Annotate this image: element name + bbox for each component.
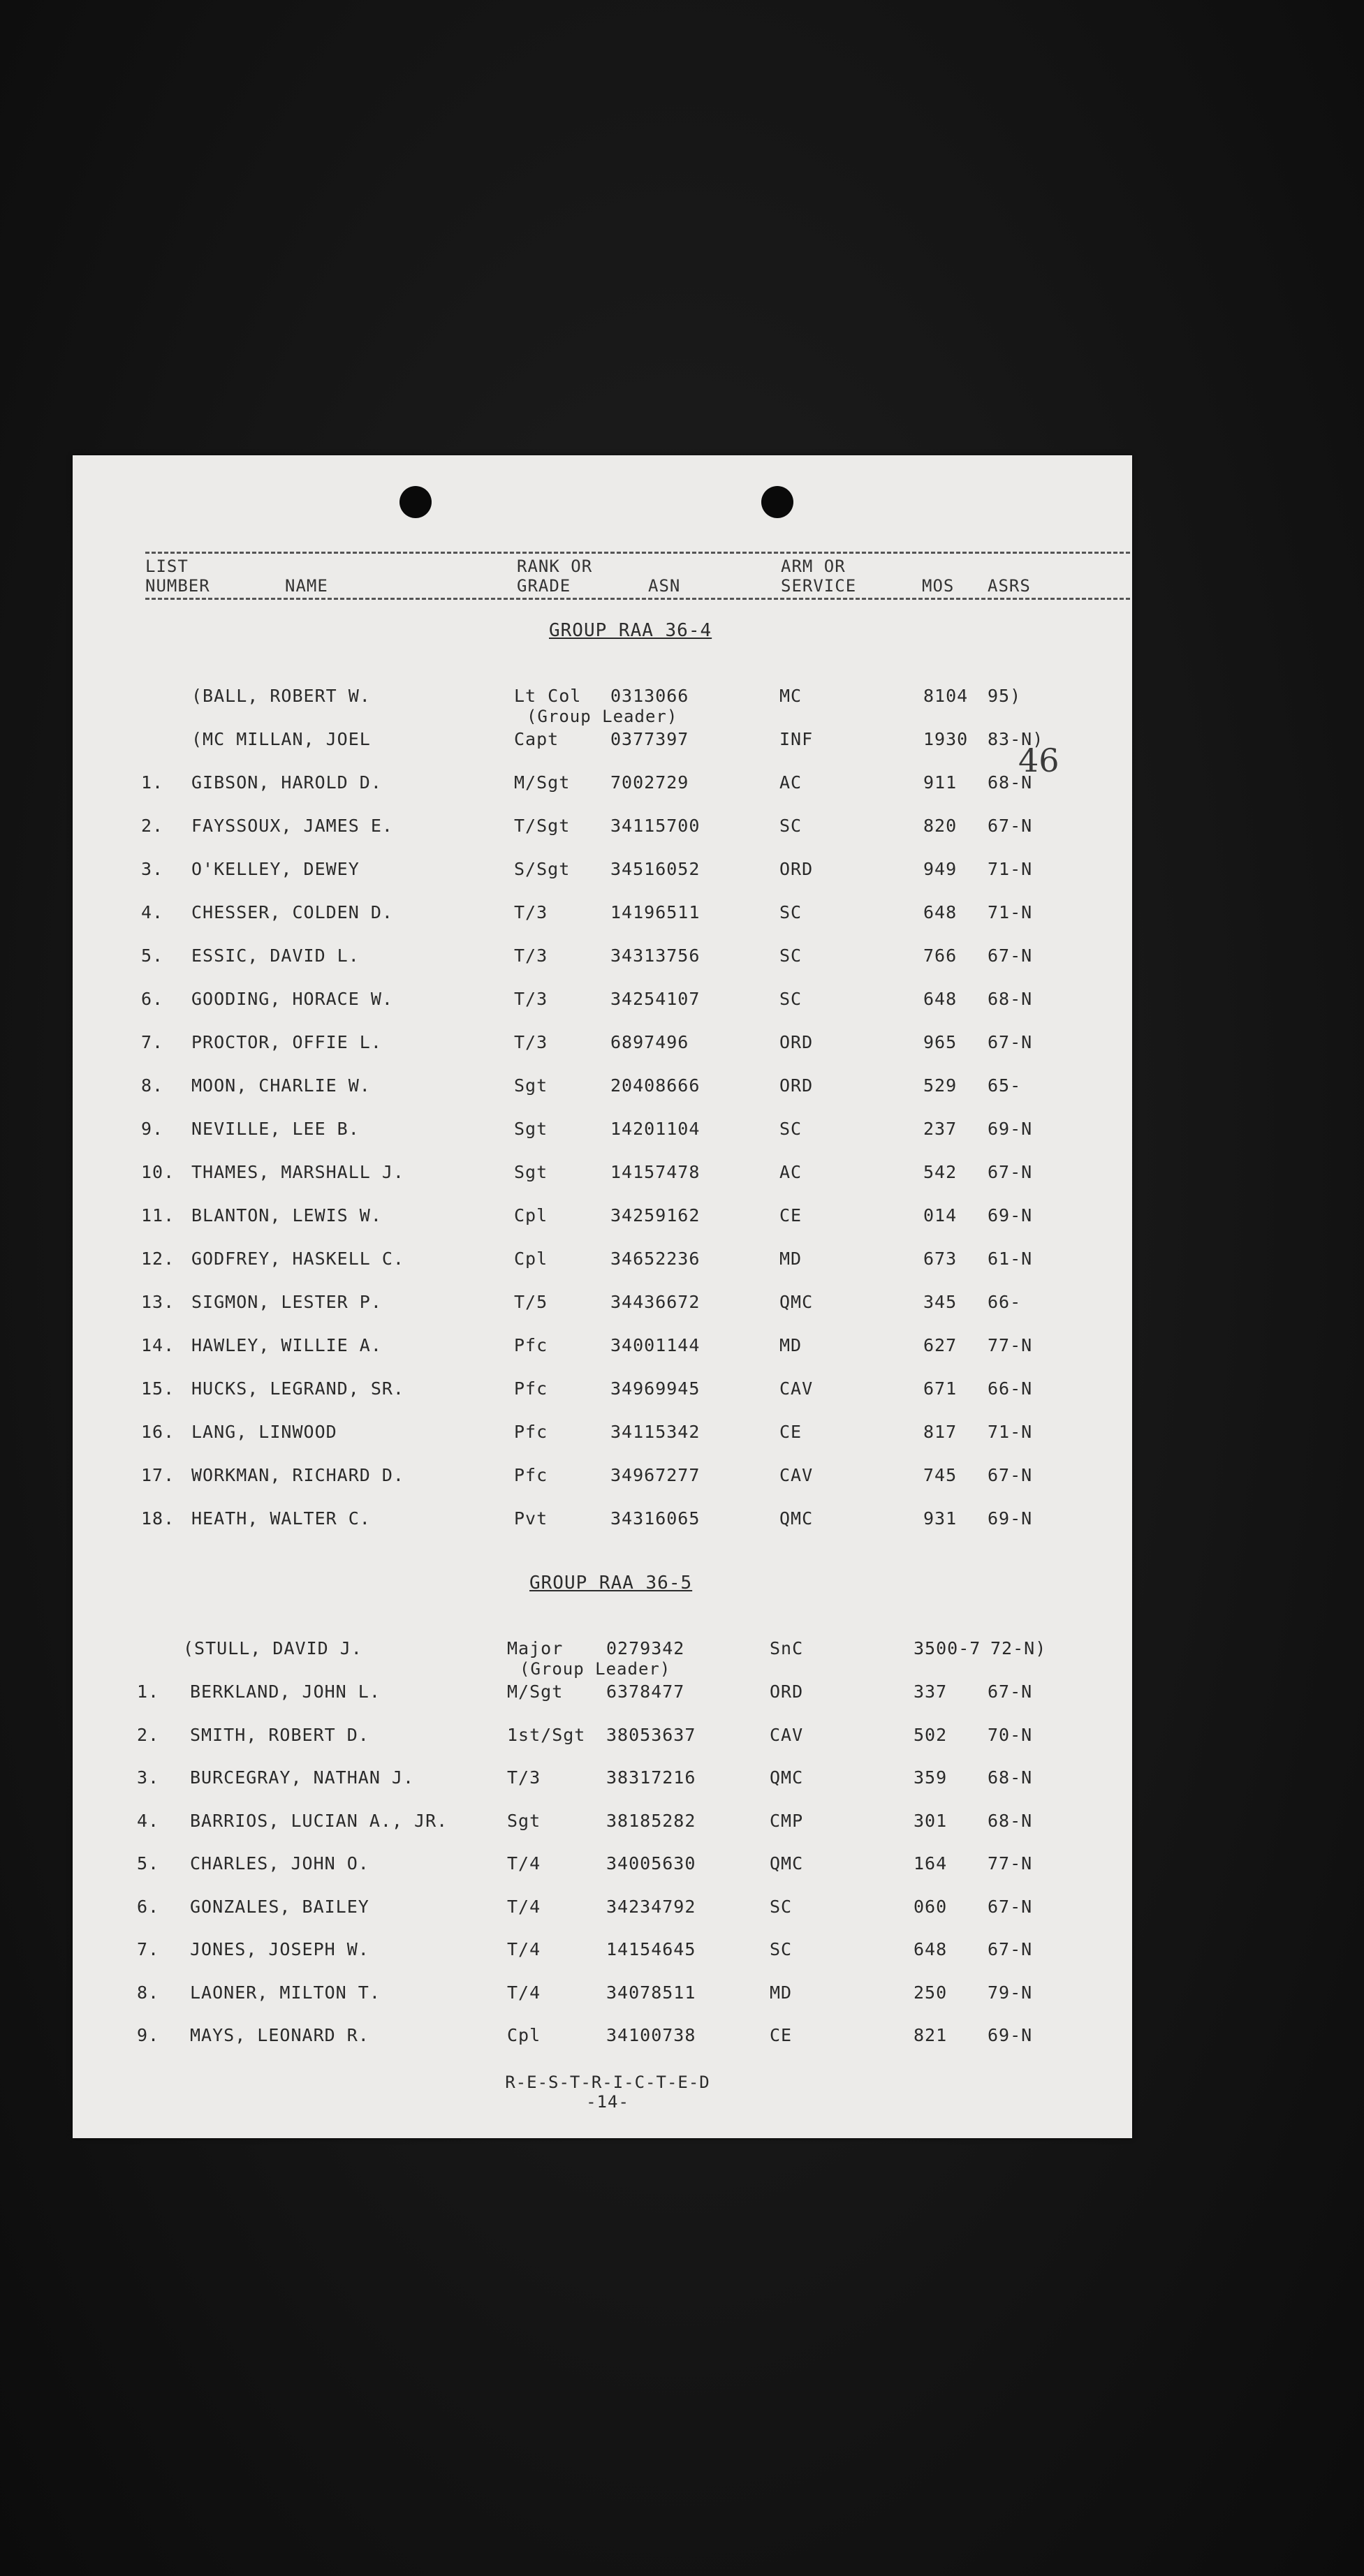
rank-cell: Pfc: [514, 1335, 548, 1355]
arm-cell: AC: [779, 772, 802, 793]
asrs-cell: 65-: [988, 1075, 1022, 1096]
mos-cell: 014: [923, 1205, 958, 1226]
table-row: [73, 1897, 1132, 1924]
arm-cell: ORD: [770, 1681, 804, 1702]
asn-cell: 34516052: [610, 859, 701, 879]
mos-cell: 673: [923, 1249, 958, 1269]
num-cell: 7.: [141, 1032, 164, 1052]
table-row: [73, 772, 1132, 800]
num-cell: 9.: [137, 2025, 160, 2045]
mos-cell: 949: [923, 859, 958, 879]
mos-cell: 911: [923, 772, 958, 793]
rank-cell: T/4: [507, 1939, 541, 1959]
asn-cell: 38317216: [606, 1767, 696, 1788]
rank-cell: Sgt: [514, 1075, 548, 1096]
header-asrs-label: ASRS: [988, 576, 1031, 596]
asrs-cell: 95): [988, 686, 1022, 706]
arm-cell: ORD: [779, 1032, 814, 1052]
mos-cell: 237: [923, 1119, 958, 1139]
name-cell: GONZALES, BAILEY: [190, 1896, 369, 1917]
name-cell: NEVILLE, LEE B.: [191, 1119, 360, 1139]
asrs-cell: 67-N: [988, 1896, 1033, 1917]
name-cell: GIBSON, HAROLD D.: [191, 772, 382, 793]
asrs-cell: 67-N: [988, 1465, 1033, 1485]
asn-cell: 34100738: [606, 2025, 696, 2045]
arm-cell: QMC: [779, 1508, 814, 1529]
arm-cell: INF: [779, 729, 814, 749]
arm-cell: SC: [779, 816, 802, 836]
header-asn-label: ASN: [648, 576, 681, 596]
rank-cell: T/4: [507, 1853, 541, 1874]
asrs-cell: 68-N: [988, 772, 1033, 793]
num-cell: 9.: [141, 1119, 164, 1139]
header-service-label: SERVICE: [781, 576, 857, 596]
mos-cell: 337: [914, 1681, 948, 1702]
num-cell: 8.: [137, 1982, 160, 2003]
num-cell: 1.: [141, 772, 164, 793]
asn-cell: 34254107: [610, 989, 701, 1009]
leader-row: [73, 729, 1132, 757]
rank-cell: T/3: [514, 1032, 548, 1052]
name-cell: MAYS, LEONARD R.: [190, 2025, 369, 2045]
num-cell: 12.: [141, 1249, 175, 1269]
asrs-cell: 71-N: [988, 902, 1033, 922]
num-cell: 6.: [137, 1896, 160, 1917]
arm-cell: SC: [779, 989, 802, 1009]
name-cell: GOODING, HORACE W.: [191, 989, 393, 1009]
rank-cell: M/Sgt: [514, 772, 571, 793]
asrs-cell: 77-N: [988, 1335, 1033, 1355]
header-mos-label: MOS: [922, 576, 955, 596]
mos-cell: 671: [923, 1378, 958, 1399]
header-arm-label: ARM OR: [781, 557, 846, 576]
rank-cell: T/3: [514, 945, 548, 966]
name-cell: (MC MILLAN, JOEL: [191, 729, 371, 749]
mos-cell: 820: [923, 816, 958, 836]
mos-cell: 648: [914, 1939, 948, 1959]
name-cell: THAMES, MARSHALL J.: [191, 1162, 404, 1182]
asn-cell: 14196511: [610, 902, 701, 922]
rank-cell: T/Sgt: [514, 816, 571, 836]
asn-cell: 6897496: [610, 1032, 689, 1052]
mos-cell: 745: [923, 1465, 958, 1485]
asn-cell: 20408666: [610, 1075, 701, 1096]
rank-cell: T/4: [507, 1982, 541, 2003]
document-page: [73, 455, 1132, 2138]
asrs-cell: 79-N: [988, 1982, 1033, 2003]
name-cell: BARRIOS, LUCIAN A., JR.: [190, 1810, 448, 1831]
num-cell: 2.: [137, 1724, 160, 1745]
name-cell: CHARLES, JOHN O.: [190, 1853, 369, 1874]
name-cell: WORKMAN, RICHARD D.: [191, 1465, 404, 1485]
arm-cell: CAV: [770, 1724, 804, 1745]
arm-cell: AC: [779, 1162, 802, 1182]
num-cell: 11.: [141, 1205, 175, 1226]
punch-hole-icon: [761, 486, 793, 518]
table-row: [73, 989, 1132, 1017]
mos-cell: 627: [923, 1335, 958, 1355]
asrs-cell: 67-N: [988, 816, 1033, 836]
rank-cell: Pfc: [514, 1422, 548, 1442]
num-cell: 3.: [141, 859, 164, 879]
arm-cell: ORD: [779, 1075, 814, 1096]
rank-cell: Pfc: [514, 1465, 548, 1485]
rank-cell: 1st/Sgt: [507, 1724, 586, 1745]
asn-cell: 34313756: [610, 945, 701, 966]
mos-cell: 529: [923, 1075, 958, 1096]
name-cell: (BALL, ROBERT W.: [191, 686, 371, 706]
rank-cell: Sgt: [514, 1119, 548, 1139]
rank-cell: Sgt: [514, 1162, 548, 1182]
rank-cell: Lt Col: [514, 686, 582, 706]
asn-cell: 0377397: [610, 729, 689, 749]
arm-cell: ORD: [779, 859, 814, 879]
num-cell: 1.: [137, 1681, 160, 1702]
punch-hole-icon: [399, 486, 432, 518]
name-cell: LAONER, MILTON T.: [190, 1982, 381, 2003]
asn-cell: 34001144: [610, 1335, 701, 1355]
table-row: [73, 1162, 1132, 1190]
mos-cell: 648: [923, 989, 958, 1009]
name-cell: HEATH, WALTER C.: [191, 1508, 371, 1529]
mos-cell: 542: [923, 1162, 958, 1182]
name-cell: SIGMON, LESTER P.: [191, 1292, 382, 1312]
table-row: [73, 2025, 1132, 2053]
pencil-annotation: 46: [1018, 742, 1059, 779]
asn-cell: 34967277: [610, 1465, 701, 1485]
group-title: GROUP RAA 36-4: [549, 620, 712, 641]
asrs-cell: 61-N: [988, 1249, 1033, 1269]
group-leader-note: (Group Leader): [520, 1659, 671, 1679]
table-row: [73, 902, 1132, 930]
num-cell: 13.: [141, 1292, 175, 1312]
arm-cell: CE: [779, 1422, 802, 1442]
rank-cell: Sgt: [507, 1810, 541, 1831]
asrs-cell: 67-N: [988, 945, 1033, 966]
rank-cell: T/4: [507, 1896, 541, 1917]
rank-cell: Cpl: [514, 1249, 548, 1269]
rank-cell: Pfc: [514, 1378, 548, 1399]
mos-cell: 502: [914, 1724, 948, 1745]
name-cell: HAWLEY, WILLIE A.: [191, 1335, 382, 1355]
asrs-cell: 83-N): [988, 729, 1044, 749]
mos-cell: 766: [923, 945, 958, 966]
mos-cell: 359: [914, 1767, 948, 1788]
name-cell: HUCKS, LEGRAND, SR.: [191, 1378, 404, 1399]
table-row: [73, 1465, 1132, 1493]
name-cell: BLANTON, LEWIS W.: [191, 1205, 382, 1226]
arm-cell: SC: [779, 1119, 802, 1139]
asn-cell: 34652236: [610, 1249, 701, 1269]
num-cell: 15.: [141, 1378, 175, 1399]
arm-cell: SC: [779, 945, 802, 966]
num-cell: 4.: [137, 1810, 160, 1831]
rank-cell: Cpl: [507, 2025, 541, 2045]
arm-cell: CAV: [779, 1465, 814, 1485]
asn-cell: 38053637: [606, 1724, 696, 1745]
asn-cell: 34316065: [610, 1508, 701, 1529]
name-cell: PROCTOR, OFFIE L.: [191, 1032, 382, 1052]
arm-cell: CE: [779, 1205, 802, 1226]
name-cell: JONES, JOSEPH W.: [190, 1939, 369, 1959]
name-cell: MOON, CHARLIE W.: [191, 1075, 371, 1096]
mos-cell: 931: [923, 1508, 958, 1529]
num-cell: 5.: [141, 945, 164, 966]
table-row: [73, 1853, 1132, 1881]
table-row: [73, 1811, 1132, 1839]
table-row: [73, 1119, 1132, 1147]
num-cell: 8.: [141, 1075, 164, 1096]
asn-cell: 34115700: [610, 816, 701, 836]
arm-cell: SC: [770, 1939, 793, 1959]
asn-cell: 38185282: [606, 1810, 696, 1831]
mos-cell: 164: [914, 1853, 948, 1874]
num-cell: 3.: [137, 1767, 160, 1788]
num-cell: 5.: [137, 1853, 160, 1874]
arm-cell: QMC: [770, 1853, 804, 1874]
asn-cell: 34436672: [610, 1292, 701, 1312]
arm-cell: MD: [770, 1982, 793, 2003]
num-cell: 18.: [141, 1508, 175, 1529]
asrs-cell: 77-N: [988, 1853, 1033, 1874]
name-cell: (STULL, DAVID J.: [183, 1638, 362, 1658]
asn-cell: 14154645: [606, 1939, 696, 1959]
table-row: [73, 1725, 1132, 1753]
header-number-label: NUMBER: [145, 576, 210, 596]
table-row: [73, 1422, 1132, 1450]
arm-cell: SC: [770, 1896, 793, 1917]
asn-cell: 7002729: [610, 772, 689, 793]
mos-cell: 3500-7: [914, 1638, 981, 1658]
rank-cell: T/5: [514, 1292, 548, 1312]
asrs-cell: 70-N: [988, 1724, 1033, 1745]
table-row: [73, 1335, 1132, 1363]
rank-cell: Capt: [514, 729, 559, 749]
asrs-cell: 66-: [988, 1292, 1022, 1312]
asrs-cell: 68-N: [988, 989, 1033, 1009]
asrs-cell: 67-N: [988, 1681, 1033, 1702]
num-cell: 16.: [141, 1422, 175, 1442]
num-cell: 7.: [137, 1939, 160, 1959]
num-cell: 6.: [141, 989, 164, 1009]
asrs-cell: 68-N: [988, 1767, 1033, 1788]
table-row: [73, 816, 1132, 844]
name-cell: O'KELLEY, DEWEY: [191, 859, 360, 879]
table-row: [73, 1378, 1132, 1406]
mos-cell: 250: [914, 1982, 948, 2003]
arm-cell: SnC: [770, 1638, 804, 1658]
rank-cell: M/Sgt: [507, 1681, 564, 1702]
asn-cell: 34969945: [610, 1378, 701, 1399]
asrs-cell: 69-N: [988, 1205, 1033, 1226]
header-name-label: NAME: [285, 576, 328, 596]
arm-cell: CAV: [779, 1378, 814, 1399]
table-row: [73, 1939, 1132, 1967]
arm-cell: SC: [779, 902, 802, 922]
asn-cell: 6378477: [606, 1681, 685, 1702]
rank-cell: T/3: [514, 902, 548, 922]
table-row: [73, 1075, 1132, 1103]
rank-cell: Major: [507, 1638, 564, 1658]
asn-cell: 34259162: [610, 1205, 701, 1226]
asn-cell: 34005630: [606, 1853, 696, 1874]
asn-cell: 34115342: [610, 1422, 701, 1442]
header-list-label: LIST: [145, 557, 189, 576]
asn-cell: 0279342: [606, 1638, 685, 1658]
page-number: -14-: [586, 2092, 629, 2112]
arm-cell: QMC: [770, 1767, 804, 1788]
arm-cell: MC: [779, 686, 802, 706]
table-row: [73, 1205, 1132, 1233]
name-cell: BERKLAND, JOHN L.: [190, 1681, 381, 1702]
name-cell: GODFREY, HASKELL C.: [191, 1249, 404, 1269]
mos-cell: 301: [914, 1810, 948, 1831]
mos-cell: 345: [923, 1292, 958, 1312]
arm-cell: MD: [779, 1249, 802, 1269]
rank-cell: S/Sgt: [514, 859, 571, 879]
mos-cell: 817: [923, 1422, 958, 1442]
table-row: [73, 859, 1132, 887]
asrs-cell: 68-N: [988, 1810, 1033, 1831]
table-row: [73, 1249, 1132, 1276]
mos-cell: 648: [923, 902, 958, 922]
asrs-cell: 69-N: [988, 1119, 1033, 1139]
asn-cell: 34078511: [606, 1982, 696, 2003]
asrs-cell: 72-N): [990, 1638, 1047, 1658]
mos-cell: 060: [914, 1896, 948, 1917]
header-grade-label: GRADE: [517, 576, 571, 596]
asn-cell: 14157478: [610, 1162, 701, 1182]
table-row: [73, 1767, 1132, 1795]
table-row: [73, 1982, 1132, 2010]
name-cell: FAYSSOUX, JAMES E.: [191, 816, 393, 836]
num-cell: 4.: [141, 902, 164, 922]
name-cell: ESSIC, DAVID L.: [191, 945, 360, 966]
mos-cell: 1930: [923, 729, 969, 749]
arm-cell: CE: [770, 2025, 793, 2045]
asn-cell: 14201104: [610, 1119, 701, 1139]
header-rank-label: RANK OR: [517, 557, 593, 576]
header-bottom-rule: [145, 598, 1130, 600]
asrs-cell: 66-N: [988, 1378, 1033, 1399]
table-row: [73, 1292, 1132, 1320]
asn-cell: 34234792: [606, 1896, 696, 1917]
table-row: [73, 1032, 1132, 1060]
arm-cell: CMP: [770, 1810, 804, 1831]
mos-cell: 821: [914, 2025, 948, 2045]
rank-cell: T/3: [514, 989, 548, 1009]
num-cell: 14.: [141, 1335, 175, 1355]
asn-cell: 0313066: [610, 686, 689, 706]
table-row: [73, 945, 1132, 973]
asrs-cell: 71-N: [988, 1422, 1033, 1442]
num-cell: 17.: [141, 1465, 175, 1485]
name-cell: BURCEGRAY, NATHAN J.: [190, 1767, 415, 1788]
rank-cell: Cpl: [514, 1205, 548, 1226]
table-row: [73, 1508, 1132, 1536]
num-cell: 10.: [141, 1162, 175, 1182]
asrs-cell: 69-N: [988, 1508, 1033, 1529]
arm-cell: MD: [779, 1335, 802, 1355]
table-row: [73, 1681, 1132, 1709]
name-cell: SMITH, ROBERT D.: [190, 1724, 369, 1745]
rank-cell: Pvt: [514, 1508, 548, 1529]
asrs-cell: 67-N: [988, 1162, 1033, 1182]
name-cell: LANG, LINWOOD: [191, 1422, 337, 1442]
restricted-marking: R-E-S-T-R-I-C-T-E-D: [505, 2073, 710, 2092]
name-cell: CHESSER, COLDEN D.: [191, 902, 393, 922]
asrs-cell: 69-N: [988, 2025, 1033, 2045]
asrs-cell: 67-N: [988, 1939, 1033, 1959]
mos-cell: 965: [923, 1032, 958, 1052]
arm-cell: QMC: [779, 1292, 814, 1312]
rank-cell: T/3: [507, 1767, 541, 1788]
asrs-cell: 71-N: [988, 859, 1033, 879]
asrs-cell: 67-N: [988, 1032, 1033, 1052]
num-cell: 2.: [141, 816, 164, 836]
group-leader-note: (Group Leader): [527, 707, 678, 726]
mos-cell: 8104: [923, 686, 969, 706]
header-top-rule: [145, 552, 1130, 554]
group-title: GROUP RAA 36-5: [529, 1573, 693, 1594]
